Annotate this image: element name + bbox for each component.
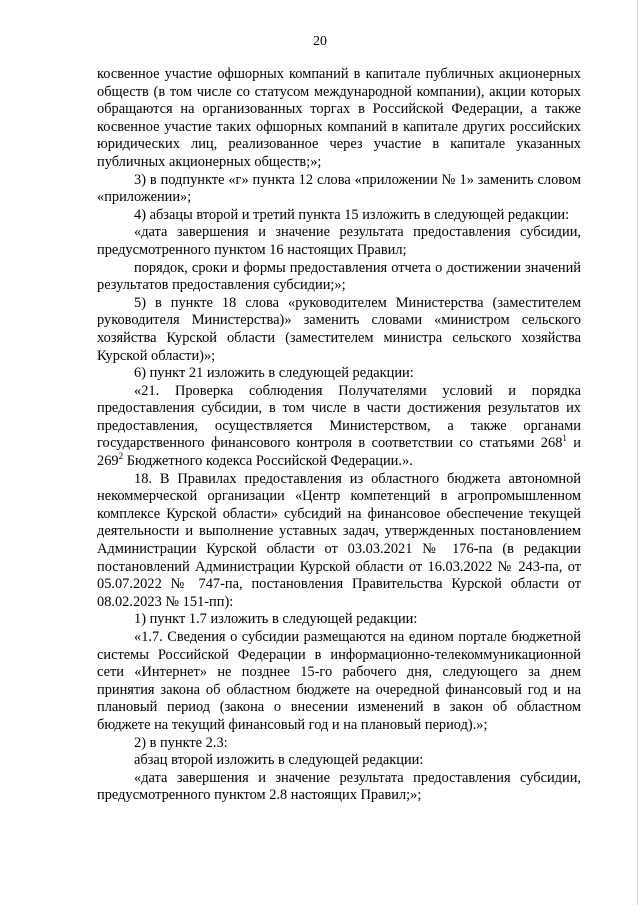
paragraph-with-superscripts <box>97 383 581 471</box>
superscript: 1 <box>562 433 567 444</box>
paragraph: абзац второй изложить в следующей редакции: <box>134 752 424 769</box>
paragraph: 18. В Правилах предоставления из областного бюджета автономной некоммерческой организации «Центр компетенций в агропромышленном комплексе Курской области» субсидий на финансовое обеспечение текущей деятельности и выполнение уставных задач, утвержденных постановлением Администрации Курской области от 03.03.2021 № 176-па (в редакции постановлений Администрации Курской области от 16.03.2022 № 243-па, от 05.07.2022 № 747-па, постановления Правительства Курской области от 08.02.2023 № 151-пп): <box>97 470 581 610</box>
paragraph: «дата завершения и значение результата предоставления субсидии, предусмотренного пунктом 16 настоящих Правил; <box>97 224 581 258</box>
paragraph: 4) абзацы второй и третий пункта 15 изложить в следующей редакции: <box>134 206 570 223</box>
paragraph-text: Бюджетного кодекса Российской Федерации.». <box>123 453 413 470</box>
paragraph: 1) пункт 1.7 изложить в следующей редакции: <box>134 611 418 628</box>
scan-edge-divider <box>637 0 638 905</box>
paragraph-text: и 269 <box>97 435 581 470</box>
page-number: 20 <box>313 34 327 49</box>
paragraph-text: «21. Проверка соблюдения Получателями условий и порядка предоставления субсидии, в том числе в части достижения результатов их предоставления, осуществляется Министерством, а также органами государственного финансового контроля в соответствии со статьями 268 <box>97 382 581 452</box>
paragraph: 2) в пункте 2.3: <box>134 734 228 751</box>
paragraph: «дата завершения и значение результата предоставления субсидии, предусмотренного пунктом 2.8 настоящих Правил;»; <box>97 769 581 804</box>
paragraph: 3) в подпункте «г» пункта 12 слова «приложении № 1» заменить словом «приложении»; <box>97 171 581 206</box>
paragraph: 5) в пункте 18 слова «руководителем Министерства (заместителем руководителя Министерства)» заменить словами «министром сельского хозяйства Курской области (заместителем министра сельского хозяйства Курской области)»; <box>97 294 581 364</box>
superscript: 2 <box>118 451 124 462</box>
paragraph: 6) пункт 21 изложить в следующей редакции: <box>134 365 414 382</box>
paragraph: порядок, сроки и формы предоставления отчета о достижении значений результатов предоставления субсидии;»; <box>97 259 581 294</box>
paragraph: «1.7. Сведения о субсидии размещаются на едином портале бюджетной системы Российской Федерации в информационно-телекоммуникационной сети «Интернет» не позднее 15-го рабочего дня, следующего за днем принятия закона об областном бюджете на очередной финансовый год и на плановый период (закона о внесении изменений в закон об областном бюджете на текущий финансовый год и на плановый период).»; <box>97 629 581 733</box>
document-body <box>97 66 581 805</box>
paragraph: косвенное участие офшорных компаний в капитале публичных акционерных обществ (в том числе со статусом международной компании), акции которых обращаются на организованных торгах в Российской Федерации, а также косвенное участие таких офшорных компаний в капитале других российских юридических лиц, реализованное через участие в капитале указанных публичных акционерных обществ;»; <box>97 66 581 170</box>
